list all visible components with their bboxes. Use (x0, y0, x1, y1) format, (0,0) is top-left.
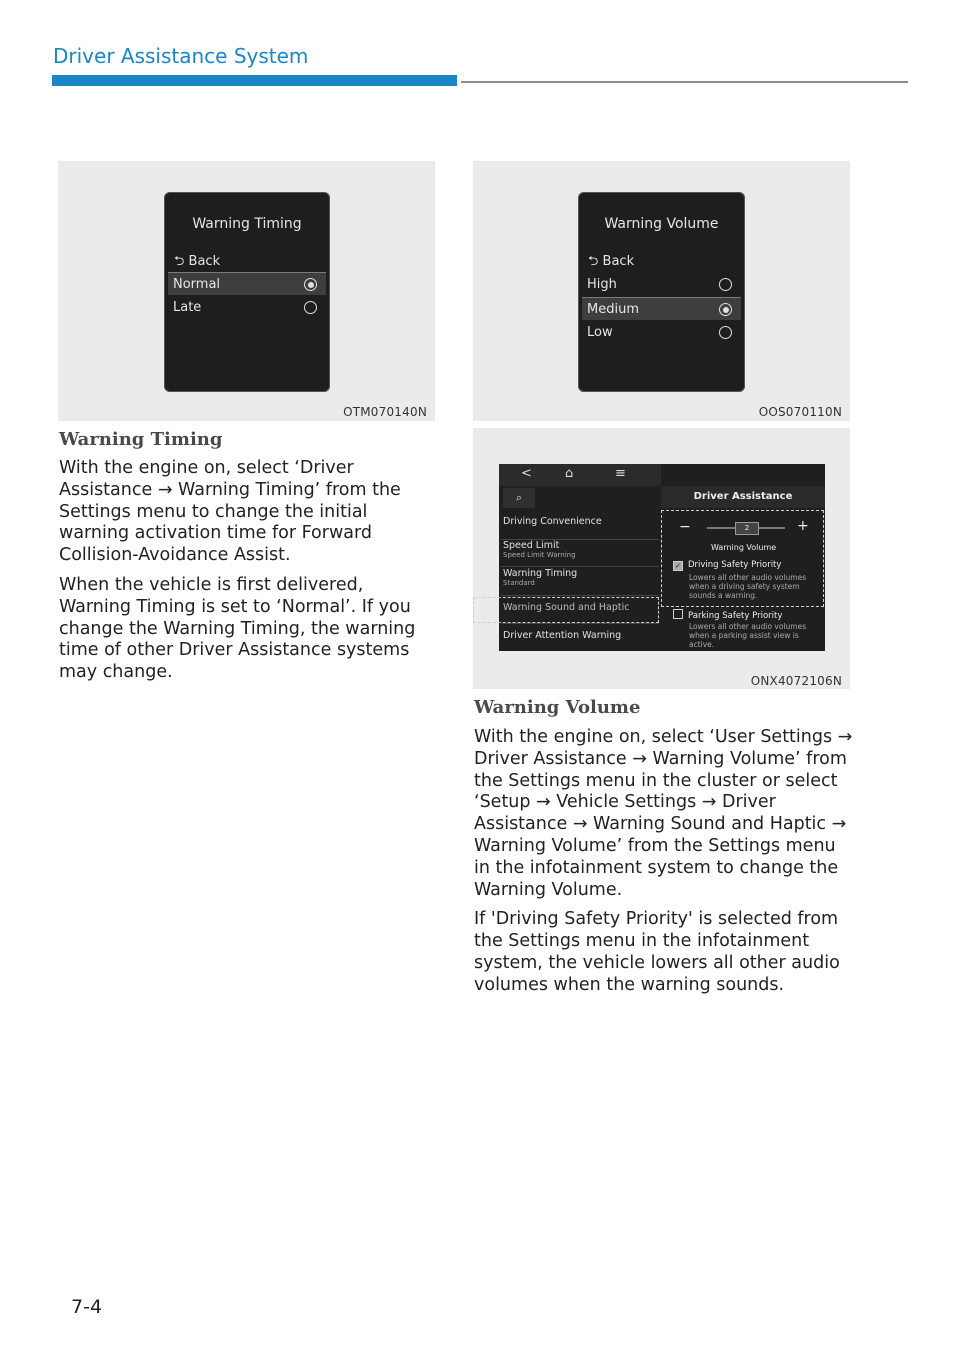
section-title: Warning Volume (474, 697, 641, 718)
menu-item-label: Driver Attention Warning (503, 630, 622, 641)
figure-code: ONX4072106N (750, 674, 842, 688)
page-number: 7-4 (71, 1296, 103, 1318)
figure-code: OOS070110N (758, 405, 842, 419)
paragraph: With the engine on, select ‘Driver Assistance → Warning Timing’ from the Settings menu to change the initial warning activation time for Forward Collision-Avoidance Assist. (59, 458, 401, 566)
figure-warning-volume (473, 161, 850, 421)
checkbox-checked-icon: ✓ (673, 561, 683, 571)
figure-warning-timing (58, 161, 435, 421)
back-icon: < (521, 466, 532, 481)
menu-item-label: Warning Timing (503, 568, 578, 579)
header-accent-bar (52, 75, 457, 86)
back-button: ⮌ Back (174, 254, 221, 269)
radio-empty-icon (719, 278, 732, 291)
option-description: Lowers all other audio volumes when a parking assist view is active. (689, 622, 807, 649)
radio-empty-icon (304, 301, 317, 314)
nav-bar (499, 464, 661, 486)
option-label: Late (173, 300, 202, 315)
option-row (582, 297, 741, 320)
menu-icon: ≡ (615, 466, 626, 481)
screen-title: Warning Timing (192, 216, 302, 232)
menu-item-label: Warning Sound and Haptic (503, 602, 630, 613)
menu-item-label: Speed Limit (503, 540, 560, 551)
menu-item (501, 516, 659, 540)
paragraph: When the vehicle is first delivered, Warning Timing is set to ‘Normal’. If you change the Warning Timing, the warning time of other Driver Assistance systems may change. (59, 574, 416, 683)
search-icon: ⌕ (503, 488, 535, 508)
option-description: Lowers all other audio volumes when a driving safety system sounds a warning. (689, 573, 807, 600)
page-header-title: Driver Assistance System (53, 44, 309, 68)
menu-item (501, 568, 659, 596)
screen-title: Driver Assistance (661, 486, 825, 508)
minus-icon: − (679, 519, 691, 535)
header-rule (461, 81, 908, 83)
option-label: Parking Safety Priority (688, 611, 783, 621)
highlight-dashed-box (473, 597, 659, 623)
option-row (582, 321, 741, 344)
option-parking-safety (673, 609, 782, 621)
volume-label: Warning Volume (711, 543, 777, 552)
body-text (59, 458, 437, 692)
paragraph: With the engine on, select ‘User Settings → Driver Assistance → Warning Volume’ from the Settings menu in the cluster or select ‘Setup → Vehicle Settings → Driver Assistance → Warning Sound and Haptic → Warning Volume’ from the Settings menu in the infotainment system to change the Warning Volume. (474, 727, 853, 900)
menu-item (501, 630, 659, 650)
menu-item (501, 540, 659, 567)
option-row (168, 272, 326, 295)
option-label: Medium (587, 302, 639, 317)
menu-item-sub: Speed Limit Warning (503, 551, 576, 559)
back-button: ⮌ Back (588, 254, 635, 269)
menu-item-sub: Standard (503, 579, 535, 587)
option-row (582, 273, 741, 296)
option-row (168, 296, 326, 319)
cluster-screen (578, 192, 745, 392)
option-label: High (587, 277, 617, 292)
cluster-screen (164, 192, 330, 392)
checkbox-empty-icon (673, 609, 683, 619)
menu-item-label: Driving Convenience (503, 516, 602, 527)
radio-selected-icon (304, 278, 317, 291)
home-icon: ⌂ (565, 466, 574, 481)
screen-title: Warning Volume (604, 216, 719, 232)
infotainment-screen (499, 464, 825, 651)
option-driving-safety (673, 560, 781, 571)
radio-empty-icon (719, 326, 732, 339)
section-title: Warning Timing (59, 429, 223, 450)
volume-slider-thumb: 2 (735, 522, 759, 535)
body-text (474, 727, 854, 1005)
figure-code: OTM070140N (343, 405, 427, 419)
option-label: Driving Safety Priority (688, 560, 782, 570)
plus-icon: + (797, 518, 809, 534)
option-label: Low (587, 325, 613, 340)
radio-selected-icon (719, 303, 732, 316)
option-label: Normal (173, 277, 221, 292)
paragraph: If 'Driving Safety Priority' is selected from the Settings menu in the infotainment system, the vehicle lowers all other audio volumes when the warning sounds. (474, 909, 840, 995)
